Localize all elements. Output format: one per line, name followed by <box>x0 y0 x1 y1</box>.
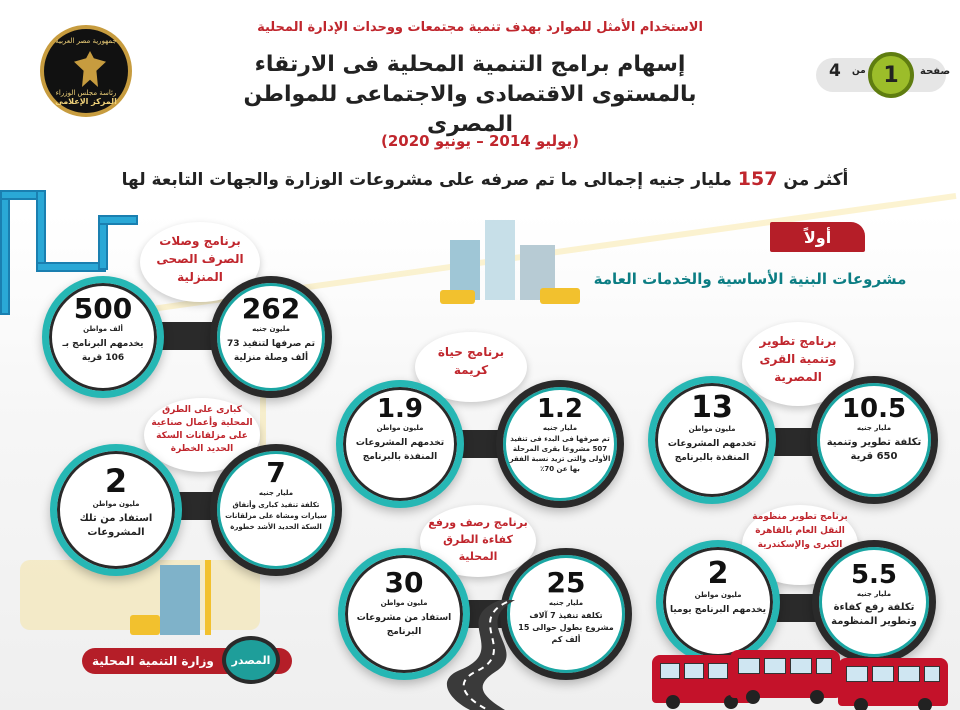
page-total: 4 <box>829 61 841 81</box>
road-icon <box>430 600 520 710</box>
stat-value: 1.2 <box>536 394 584 424</box>
pipe-decoration <box>36 262 106 272</box>
program-title-roads: برنامج رصف ورفع كفاءة الطرق المحلية <box>428 516 528 563</box>
source-value: وزارة التنمية المحلية <box>82 648 292 674</box>
stat-desc: يخدمهم البرنامج يوميا <box>669 605 767 615</box>
pipe-decoration <box>0 190 40 200</box>
stat-villages-cost <box>822 394 926 464</box>
stat-desc: تخدمهم المشروعات المنفذة بالبرنامج <box>355 438 445 462</box>
stat-desc: تخدمهم المشروعات المنفذة بالبرنامج <box>667 439 757 463</box>
pipe-decoration <box>98 220 108 270</box>
logo-cabinet: رئاسة مجلس الوزراء <box>55 88 117 97</box>
page-title <box>200 50 740 140</box>
pipe-decoration <box>98 215 138 225</box>
stat-value: 5.5 <box>850 560 898 590</box>
stat-unit: مليون مواطن <box>380 599 428 607</box>
stat-hayah-beneficiaries <box>348 394 452 464</box>
stat-value: 10.5 <box>841 394 907 424</box>
stat-desc: استفاد من مشروعات البرنامج <box>356 613 452 637</box>
stat-unit: مليون مواطن <box>376 424 424 432</box>
bus-icon <box>730 650 840 698</box>
program-title-villages: برنامج تطوير وتنمية القرى المصرية <box>759 334 837 384</box>
source-label: المصدر <box>222 636 280 684</box>
title-line-2: بالمستوى الاقتصادى والاجتماعى للمواطن المصرى <box>243 82 697 137</box>
bus-icon <box>838 658 948 706</box>
stat-unit: مليار جنيه <box>856 590 892 598</box>
stat-roads-cost <box>514 566 618 646</box>
logo-center: المركز الإعلامى <box>55 96 117 106</box>
stat-unit: مليار جنيه <box>548 599 584 607</box>
stat-sanitation-beneficiaries <box>54 292 152 365</box>
page-of-label: من <box>852 66 866 76</box>
stat-value: 25 <box>546 566 586 599</box>
cabinet-logo <box>40 25 132 117</box>
stat-bridges-cost <box>224 456 328 533</box>
headline-suffix: مليار جنيه إجمالى ما تم صرفه على مشروعات الوزارة والجهات التابعة لها <box>121 170 732 190</box>
top-tagline: الاستخدام الأمثل للموارد بهدف تنمية مجتمعات ووحدات الإدارة المحلية <box>257 20 703 35</box>
stat-unit: مليار جنيه <box>258 489 294 497</box>
title-line-1: إسهام برامج التنمية المحلية فى الارتقاء <box>254 52 686 77</box>
section-tag: أولاً <box>770 222 865 252</box>
stat-unit: مليار جنيه <box>856 424 892 432</box>
stat-villages-beneficiaries <box>660 390 764 465</box>
stat-bridges-beneficiaries <box>64 462 168 540</box>
eagle-emblem-icon <box>74 51 106 87</box>
stat-desc: تكلفة رفع كفاءة وتطوير المنظومة <box>831 602 917 627</box>
stat-transport-cost <box>822 560 926 629</box>
stat-desc: تكلفة تنفيذ كبارى وأنفاق سيارات ومشاة على مزلقانات السكة الحديد الأشد خطورة <box>225 501 327 531</box>
stat-desc: تم صرفها لتنفيذ 73 ألف وصلة منزلية <box>227 339 315 363</box>
stat-unit: مليون مواطن <box>694 591 742 599</box>
stat-desc: يخدمهم البرنامج بـ 106 قرية <box>62 339 144 363</box>
program-title-bridges: كبارى على الطرق المحلية وأعمال صناعية على مزلقانات السكة الحديد الخطرة <box>151 405 253 454</box>
logo-country: جمهورية مصر العربية <box>55 36 117 45</box>
stat-unit: ألف مواطن <box>83 325 123 333</box>
stat-value: 1.9 <box>376 394 424 424</box>
construction-illustration <box>440 210 580 305</box>
stat-value: 7 <box>266 456 286 489</box>
stat-value: 13 <box>691 390 733 425</box>
stat-value: 500 <box>73 292 133 325</box>
stat-sanitation-cost <box>222 292 320 365</box>
excavator-icon <box>540 288 580 304</box>
bulldozer-icon <box>130 615 160 635</box>
stat-value: 262 <box>241 292 301 325</box>
building-icon <box>160 565 200 635</box>
stat-value: 2 <box>707 556 729 591</box>
stat-desc: تم صرفها فى البدء فى تنفيذ 507 مشروعا بقرى المرحلة الأولى والتى تزيد نسبة الفقر بها عن 70٪ <box>509 435 611 473</box>
headline-number: 157 <box>737 168 778 190</box>
pipe-decoration <box>36 190 46 270</box>
stat-desc: استفاد من تلك المشروعات <box>79 513 153 538</box>
headline-prefix: أكثر من <box>783 170 849 190</box>
stat-unit: مليون مواطن <box>688 425 736 433</box>
headline <box>95 168 875 190</box>
stat-transport-beneficiaries <box>666 556 770 617</box>
program-title-hayah-karima: برنامج حياة كريمة <box>437 345 505 377</box>
page-label: صفحة <box>920 66 951 77</box>
current-page: 1 <box>868 52 914 98</box>
stat-unit: مليون جنيه <box>252 325 290 333</box>
stat-value: 30 <box>384 566 424 599</box>
program-title-transport: برنامج تطوير منظومة النقل العام بالقاهرة الكبرى والإسكندرية <box>752 512 848 550</box>
period: (يوليو 2014 – يونيو 2020) <box>380 132 579 150</box>
bulldozer-icon <box>440 290 475 304</box>
stat-unit: مليار جنيه <box>542 424 578 432</box>
city-construction-illustration <box>130 560 240 640</box>
stat-desc: تكلفة تنفيذ 7 آلاف مشروع بطول حوالى 15 ألف كم <box>518 611 614 644</box>
stat-unit: مليون مواطن <box>92 500 140 508</box>
building-icon <box>485 220 515 300</box>
crane-icon <box>205 560 211 635</box>
stat-desc: تكلفة تطوير وتنمية 650 قرية <box>826 437 922 462</box>
section-title: مشروعات البنية الأساسية والخدمات العامة <box>593 270 907 288</box>
stat-hayah-cost <box>508 394 612 474</box>
stat-value: 2 <box>104 462 128 500</box>
pipe-decoration <box>0 195 10 315</box>
program-title-sanitation: برنامج وصلات الصرف الصحى المنزلية <box>156 234 244 284</box>
